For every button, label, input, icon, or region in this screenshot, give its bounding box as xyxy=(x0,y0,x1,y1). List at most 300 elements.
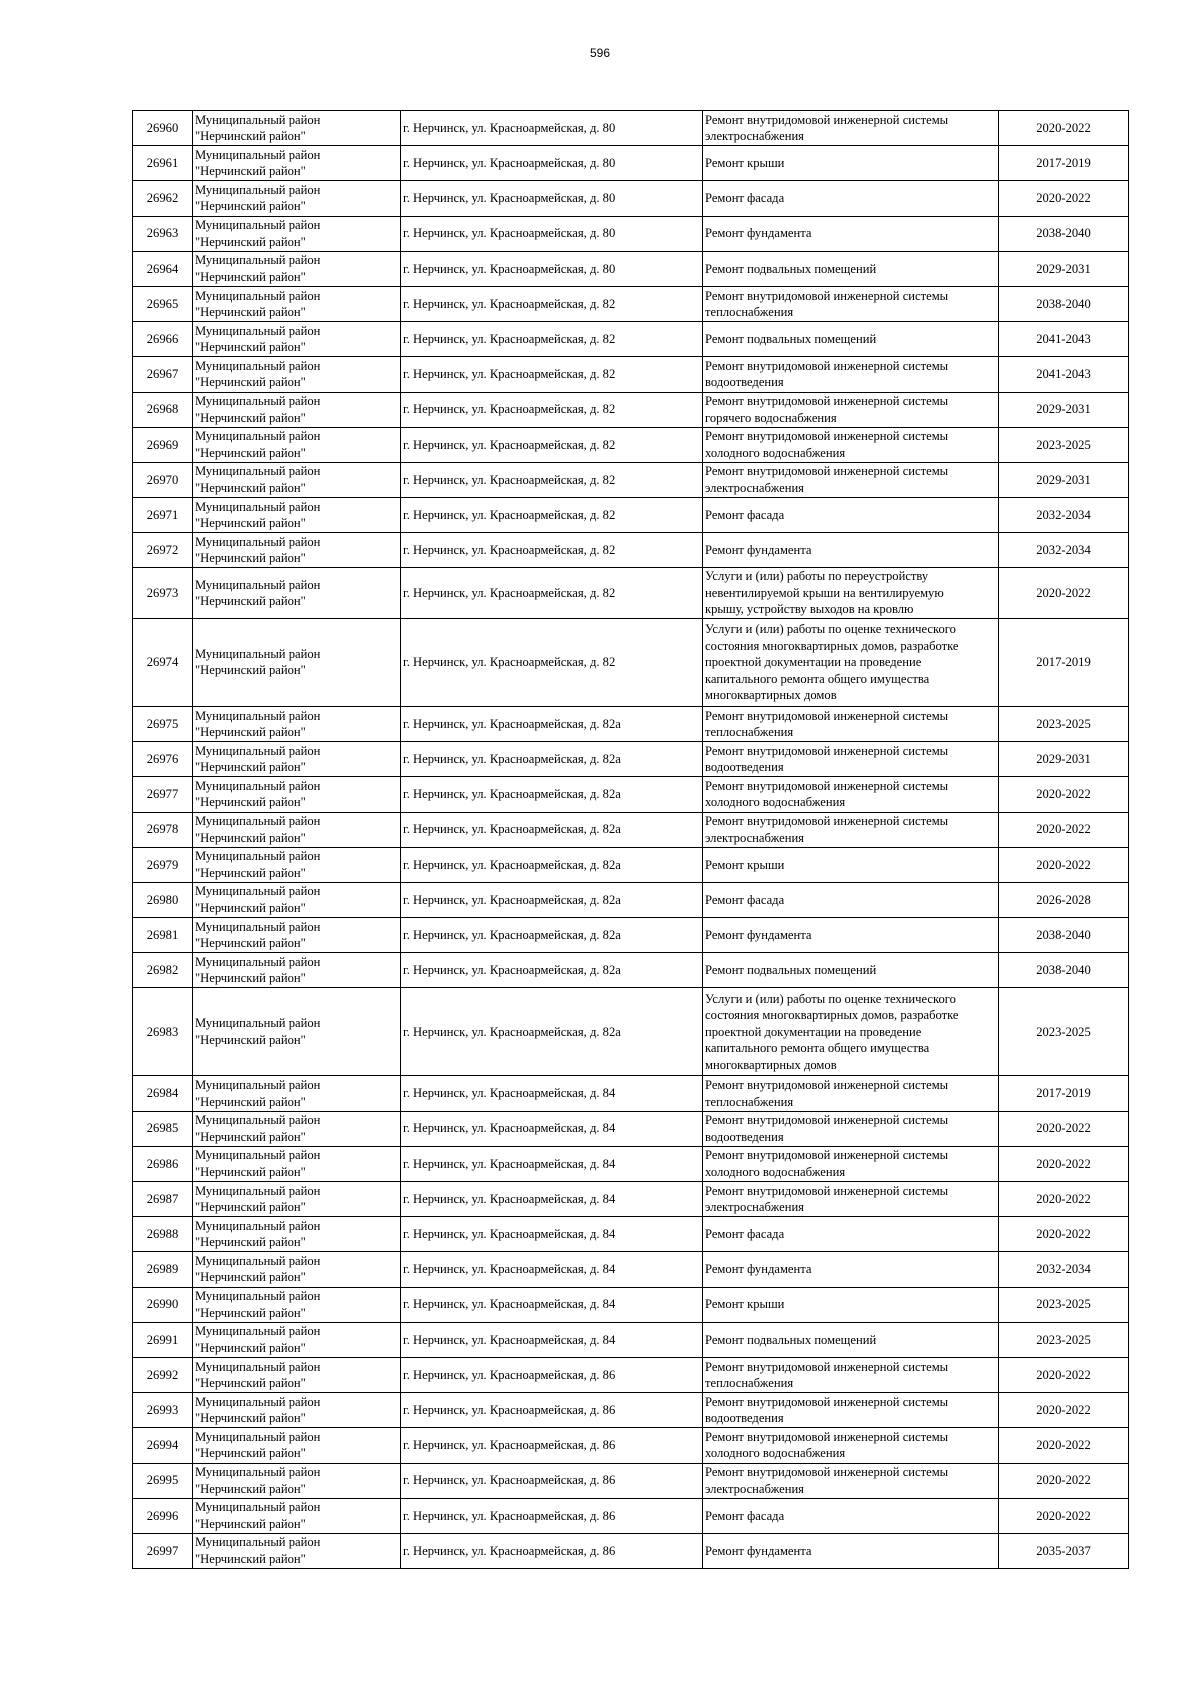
work-type-cell xyxy=(703,111,999,146)
district-cell xyxy=(193,1076,401,1111)
work-type-line: Ремонт внутридомовой инженерной системы xyxy=(705,394,949,409)
work-type-line: теплоснабжения xyxy=(705,725,794,740)
row-number-cell: 26982 xyxy=(133,953,193,988)
work-type-line: невентилируемой крыши на вентилируемую xyxy=(705,585,944,600)
work-type-cell xyxy=(703,1428,999,1463)
period-cell: 2020-2022 xyxy=(999,1357,1129,1392)
district-line: Муниципальный район xyxy=(195,429,321,444)
district-line: "Нерчинский район" xyxy=(195,1516,306,1531)
work-type-line: теплоснабжения xyxy=(705,305,794,320)
district-line: "Нерчинский район" xyxy=(195,663,306,678)
district-line: "Нерчинский район" xyxy=(195,551,306,566)
work-type-line: Ремонт внутридомовой инженерной системы xyxy=(705,112,949,127)
row-number-cell: 26960 xyxy=(133,111,193,146)
table-row xyxy=(133,568,1129,619)
table-body xyxy=(133,111,1129,1569)
district-cell xyxy=(193,1393,401,1428)
row-number-cell: 26978 xyxy=(133,812,193,847)
work-type-line: водоотведения xyxy=(705,760,784,775)
address-cell: г. Нерчинск, ул. Красноармейская, д. 86 xyxy=(401,1533,703,1568)
district-line: "Нерчинский район" xyxy=(195,1446,306,1461)
district-line: Муниципальный район xyxy=(195,1253,321,1268)
table-row xyxy=(133,847,1129,882)
period-cell: 2023-2025 xyxy=(999,427,1129,462)
district-line: Муниципальный район xyxy=(195,182,321,197)
row-number-cell: 26980 xyxy=(133,882,193,917)
address-cell: г. Нерчинск, ул. Красноармейская, д. 82а xyxy=(401,742,703,777)
address-cell: г. Нерчинск, ул. Красноармейская, д. 86 xyxy=(401,1463,703,1498)
period-cell: 2020-2022 xyxy=(999,111,1129,146)
district-cell xyxy=(193,1111,401,1146)
period-cell: 2032-2034 xyxy=(999,1252,1129,1287)
address-cell: г. Нерчинск, ул. Красноармейская, д. 84 xyxy=(401,1322,703,1357)
address-cell: г. Нерчинск, ул. Красноармейская, д. 84 xyxy=(401,1182,703,1217)
page-number: 596 xyxy=(589,46,611,60)
table-row xyxy=(133,1463,1129,1498)
row-number-cell: 26962 xyxy=(133,181,193,216)
period-cell: 2041-2043 xyxy=(999,357,1129,392)
table-row xyxy=(133,812,1129,847)
table-row xyxy=(133,1498,1129,1533)
district-line: Муниципальный район xyxy=(195,358,321,373)
work-type-cell xyxy=(703,533,999,568)
work-type-line: водоотведения xyxy=(705,1411,784,1426)
work-type-line: Услуги и (или) работы по переустройству xyxy=(705,569,929,584)
district-line: Муниципальный район xyxy=(195,112,321,127)
district-line: Муниципальный район xyxy=(195,1016,321,1031)
address-cell: г. Нерчинск, ул. Красноармейская, д. 80 xyxy=(401,146,703,181)
work-type-line: Услуги и (или) работы по оценке технического xyxy=(705,622,956,637)
work-type-line: электроснабжения xyxy=(705,480,804,495)
district-line: Муниципальный район xyxy=(195,147,321,162)
address-cell: г. Нерчинск, ул. Красноармейская, д. 82 xyxy=(401,498,703,533)
row-number-cell: 26984 xyxy=(133,1076,193,1111)
work-type-line: Ремонт внутридомовой инженерной системы xyxy=(705,358,949,373)
work-type-line: Ремонт фундамента xyxy=(705,927,812,942)
work-type-cell xyxy=(703,1498,999,1533)
work-type-cell xyxy=(703,1322,999,1357)
district-line: Муниципальный район xyxy=(195,1500,321,1515)
work-type-line: капитального ремонта общего имущества xyxy=(705,671,930,686)
district-line: "Нерчинский район" xyxy=(195,1032,306,1047)
district-cell xyxy=(193,847,401,882)
period-cell: 2020-2022 xyxy=(999,1146,1129,1181)
work-type-line: Услуги и (или) работы по оценке технического xyxy=(705,991,956,1006)
work-type-line: Ремонт внутридомовой инженерной системы xyxy=(705,1394,949,1409)
district-line: "Нерчинский район" xyxy=(195,1551,306,1566)
period-cell: 2035-2037 xyxy=(999,1533,1129,1568)
table-row xyxy=(133,427,1129,462)
district-line: "Нерчинский район" xyxy=(195,865,306,880)
district-line: "Нерчинский район" xyxy=(195,480,306,495)
address-cell: г. Нерчинск, ул. Красноармейская, д. 82 xyxy=(401,568,703,619)
table-row xyxy=(133,462,1129,497)
district-line: "Нерчинский район" xyxy=(195,1129,306,1144)
address-cell: г. Нерчинск, ул. Красноармейская, д. 82 xyxy=(401,462,703,497)
district-cell xyxy=(193,988,401,1076)
district-line: Муниципальный район xyxy=(195,1148,321,1163)
address-cell: г. Нерчинск, ул. Красноармейская, д. 80 xyxy=(401,251,703,286)
row-number-cell: 26986 xyxy=(133,1146,193,1181)
district-cell xyxy=(193,181,401,216)
period-cell: 2020-2022 xyxy=(999,777,1129,812)
table-row xyxy=(133,1182,1129,1217)
district-cell xyxy=(193,216,401,251)
district-line: Муниципальный район xyxy=(195,646,321,661)
address-cell: г. Нерчинск, ул. Красноармейская, д. 80 xyxy=(401,216,703,251)
address-cell: г. Нерчинск, ул. Красноармейская, д. 82а xyxy=(401,777,703,812)
table-row xyxy=(133,882,1129,917)
row-number-cell: 26989 xyxy=(133,1252,193,1287)
district-cell xyxy=(193,1357,401,1392)
district-line: "Нерчинский район" xyxy=(195,199,306,214)
address-cell: г. Нерчинск, ул. Красноармейская, д. 84 xyxy=(401,1217,703,1252)
work-type-cell xyxy=(703,462,999,497)
district-line: "Нерчинский район" xyxy=(195,1235,306,1250)
row-number-cell: 26972 xyxy=(133,533,193,568)
period-cell: 2020-2022 xyxy=(999,1111,1129,1146)
period-cell: 2020-2022 xyxy=(999,181,1129,216)
work-type-line: Ремонт внутридомовой инженерной системы xyxy=(705,1148,949,1163)
table-row xyxy=(133,1393,1129,1428)
table-row xyxy=(133,1287,1129,1322)
work-type-line: состояния многоквартирных домов, разработке xyxy=(705,638,959,653)
district-line: Муниципальный район xyxy=(195,1113,321,1128)
table-row xyxy=(133,286,1129,321)
district-line: Муниципальный район xyxy=(195,288,321,303)
table-row xyxy=(133,1111,1129,1146)
district-line: "Нерчинский район" xyxy=(195,445,306,460)
work-type-cell xyxy=(703,1287,999,1322)
address-cell: г. Нерчинск, ул. Красноармейская, д. 80 xyxy=(401,181,703,216)
work-type-cell xyxy=(703,953,999,988)
district-line: "Нерчинский район" xyxy=(195,1305,306,1320)
work-type-line: Ремонт фасада xyxy=(705,1508,785,1523)
work-type-line: Ремонт внутридомовой инженерной системы xyxy=(705,429,949,444)
district-cell xyxy=(193,918,401,953)
district-cell xyxy=(193,392,401,427)
work-type-cell xyxy=(703,568,999,619)
period-cell: 2020-2022 xyxy=(999,1498,1129,1533)
work-type-line: Ремонт фундамента xyxy=(705,226,812,241)
work-type-line: Ремонт внутридомовой инженерной системы xyxy=(705,1359,949,1374)
table-row xyxy=(133,357,1129,392)
work-type-cell xyxy=(703,988,999,1076)
district-line: Муниципальный район xyxy=(195,1324,321,1339)
work-type-cell xyxy=(703,1111,999,1146)
district-line: Муниципальный район xyxy=(195,577,321,592)
district-line: "Нерчинский район" xyxy=(195,1094,306,1109)
district-cell xyxy=(193,427,401,462)
period-cell: 2038-2040 xyxy=(999,918,1129,953)
work-type-line: проектной документации на проведение xyxy=(705,655,922,670)
address-cell: г. Нерчинск, ул. Красноармейская, д. 82а xyxy=(401,882,703,917)
district-cell xyxy=(193,498,401,533)
district-line: Муниципальный район xyxy=(195,708,321,723)
table-row xyxy=(133,1533,1129,1568)
work-type-line: Ремонт внутридомовой инженерной системы xyxy=(705,464,949,479)
table-row xyxy=(133,1076,1129,1111)
table-row xyxy=(133,533,1129,568)
address-cell: г. Нерчинск, ул. Красноармейская, д. 82а xyxy=(401,812,703,847)
district-line: "Нерчинский район" xyxy=(195,1164,306,1179)
table-row xyxy=(133,322,1129,357)
district-line: "Нерчинский район" xyxy=(195,269,306,284)
work-type-cell xyxy=(703,286,999,321)
work-type-cell xyxy=(703,427,999,462)
work-type-line: Ремонт фундамента xyxy=(705,1543,812,1558)
table-row xyxy=(133,1217,1129,1252)
district-cell xyxy=(193,357,401,392)
district-line: Муниципальный район xyxy=(195,954,321,969)
work-type-line: многоквартирных домов xyxy=(705,1057,837,1072)
work-type-line: состояния многоквартирных домов, разработке xyxy=(705,1008,959,1023)
work-type-line: многоквартирных домов xyxy=(705,688,837,703)
period-cell: 2020-2022 xyxy=(999,1393,1129,1428)
district-cell xyxy=(193,1287,401,1322)
work-type-line: Ремонт внутридомовой инженерной системы xyxy=(705,778,949,793)
row-number-cell: 26967 xyxy=(133,357,193,392)
work-type-cell xyxy=(703,812,999,847)
work-type-line: горячего водоснабжения xyxy=(705,410,837,425)
district-line: "Нерчинский район" xyxy=(195,1376,306,1391)
district-cell xyxy=(193,882,401,917)
table-row xyxy=(133,918,1129,953)
period-cell: 2029-2031 xyxy=(999,742,1129,777)
district-line: Муниципальный район xyxy=(195,1535,321,1550)
district-cell xyxy=(193,1182,401,1217)
district-cell xyxy=(193,111,401,146)
district-cell xyxy=(193,812,401,847)
row-number-cell: 26969 xyxy=(133,427,193,462)
table-row xyxy=(133,706,1129,741)
table-row xyxy=(133,251,1129,286)
table-row xyxy=(133,742,1129,777)
period-cell: 2020-2022 xyxy=(999,1182,1129,1217)
period-cell: 2038-2040 xyxy=(999,286,1129,321)
work-type-cell xyxy=(703,1217,999,1252)
row-number-cell: 26964 xyxy=(133,251,193,286)
work-type-line: Ремонт внутридомовой инженерной системы xyxy=(705,288,949,303)
row-number-cell: 26993 xyxy=(133,1393,193,1428)
work-type-line: капитального ремонта общего имущества xyxy=(705,1041,930,1056)
work-type-cell xyxy=(703,918,999,953)
district-cell xyxy=(193,618,401,706)
period-cell: 2020-2022 xyxy=(999,1463,1129,1498)
work-type-cell xyxy=(703,181,999,216)
work-type-line: Ремонт фасада xyxy=(705,892,785,907)
district-line: "Нерчинский район" xyxy=(195,340,306,355)
address-cell: г. Нерчинск, ул. Красноармейская, д. 86 xyxy=(401,1357,703,1392)
row-number-cell: 26961 xyxy=(133,146,193,181)
work-type-line: водоотведения xyxy=(705,375,784,390)
district-line: "Нерчинский район" xyxy=(195,936,306,951)
district-line: Муниципальный район xyxy=(195,218,321,233)
district-line: Муниципальный район xyxy=(195,499,321,514)
row-number-cell: 26968 xyxy=(133,392,193,427)
district-line: Муниципальный район xyxy=(195,778,321,793)
period-cell: 2020-2022 xyxy=(999,847,1129,882)
district-line: "Нерчинский район" xyxy=(195,1481,306,1496)
district-line: "Нерчинский район" xyxy=(195,129,306,144)
district-line: Муниципальный район xyxy=(195,1289,321,1304)
district-line: "Нерчинский район" xyxy=(195,1270,306,1285)
district-line: "Нерчинский район" xyxy=(195,594,306,609)
work-type-cell xyxy=(703,392,999,427)
table-row xyxy=(133,216,1129,251)
address-cell: г. Нерчинск, ул. Красноармейская, д. 82а xyxy=(401,953,703,988)
work-type-line: электроснабжения xyxy=(705,1200,804,1215)
work-type-cell xyxy=(703,1146,999,1181)
district-line: Муниципальный район xyxy=(195,1394,321,1409)
district-line: Муниципальный район xyxy=(195,1429,321,1444)
district-line: Муниципальный район xyxy=(195,394,321,409)
row-number-cell: 26983 xyxy=(133,988,193,1076)
district-cell xyxy=(193,1533,401,1568)
period-cell: 2032-2034 xyxy=(999,533,1129,568)
work-type-line: теплоснабжения xyxy=(705,1376,794,1391)
row-number-cell: 26994 xyxy=(133,1428,193,1463)
work-type-cell xyxy=(703,1076,999,1111)
district-line: Муниципальный район xyxy=(195,464,321,479)
table-row xyxy=(133,1252,1129,1287)
district-cell xyxy=(193,286,401,321)
period-cell: 2032-2034 xyxy=(999,498,1129,533)
district-line: "Нерчинский район" xyxy=(195,516,306,531)
district-line: Муниципальный район xyxy=(195,1183,321,1198)
district-line: "Нерчинский район" xyxy=(195,1411,306,1426)
work-type-line: холодного водоснабжения xyxy=(705,1446,846,1461)
work-type-line: Ремонт фасада xyxy=(705,507,785,522)
district-cell xyxy=(193,568,401,619)
row-number-cell: 26976 xyxy=(133,742,193,777)
row-number-cell: 26990 xyxy=(133,1287,193,1322)
period-cell: 2023-2025 xyxy=(999,988,1129,1076)
work-type-cell xyxy=(703,251,999,286)
address-cell: г. Нерчинск, ул. Красноармейская, д. 84 xyxy=(401,1252,703,1287)
district-line: Муниципальный район xyxy=(195,323,321,338)
work-type-cell xyxy=(703,498,999,533)
table-row xyxy=(133,498,1129,533)
work-type-line: электроснабжения xyxy=(705,830,804,845)
row-number-cell: 26970 xyxy=(133,462,193,497)
period-cell: 2017-2019 xyxy=(999,1076,1129,1111)
work-type-line: Ремонт внутридомовой инженерной системы xyxy=(705,814,949,829)
district-line: "Нерчинский район" xyxy=(195,234,306,249)
address-cell: г. Нерчинск, ул. Красноармейская, д. 82 xyxy=(401,392,703,427)
row-number-cell: 26965 xyxy=(133,286,193,321)
district-line: "Нерчинский район" xyxy=(195,410,306,425)
work-type-cell xyxy=(703,216,999,251)
period-cell: 2020-2022 xyxy=(999,812,1129,847)
work-type-line: электроснабжения xyxy=(705,1481,804,1496)
district-line: Муниципальный район xyxy=(195,884,321,899)
work-type-line: Ремонт подвальных помещений xyxy=(705,331,877,346)
work-type-line: водоотведения xyxy=(705,1129,784,1144)
address-cell: г. Нерчинск, ул. Красноармейская, д. 82а xyxy=(401,918,703,953)
work-type-cell xyxy=(703,1182,999,1217)
work-type-cell xyxy=(703,1252,999,1287)
table-row xyxy=(133,111,1129,146)
address-cell: г. Нерчинск, ул. Красноармейская, д. 84 xyxy=(401,1146,703,1181)
district-cell xyxy=(193,1428,401,1463)
address-cell: г. Нерчинск, ул. Красноармейская, д. 86 xyxy=(401,1428,703,1463)
table-row xyxy=(133,181,1129,216)
row-number-cell: 26985 xyxy=(133,1111,193,1146)
period-cell: 2017-2019 xyxy=(999,146,1129,181)
row-number-cell: 26973 xyxy=(133,568,193,619)
district-line: "Нерчинский район" xyxy=(195,375,306,390)
row-number-cell: 26991 xyxy=(133,1322,193,1357)
work-type-cell xyxy=(703,742,999,777)
address-cell: г. Нерчинск, ул. Красноармейская, д. 82 xyxy=(401,322,703,357)
table-row xyxy=(133,146,1129,181)
work-type-line: Ремонт внутридомовой инженерной системы xyxy=(705,743,949,758)
district-line: "Нерчинский район" xyxy=(195,1200,306,1215)
district-cell xyxy=(193,953,401,988)
work-type-cell xyxy=(703,1357,999,1392)
row-number-cell: 26971 xyxy=(133,498,193,533)
work-type-line: Ремонт внутридомовой инженерной системы xyxy=(705,1183,949,1198)
address-cell: г. Нерчинск, ул. Красноармейская, д. 82 xyxy=(401,533,703,568)
work-type-cell xyxy=(703,1393,999,1428)
table-row xyxy=(133,953,1129,988)
district-line: "Нерчинский район" xyxy=(195,1340,306,1355)
table-row xyxy=(133,1428,1129,1463)
period-cell: 2029-2031 xyxy=(999,462,1129,497)
district-cell xyxy=(193,462,401,497)
work-type-line: Ремонт внутридомовой инженерной системы xyxy=(705,1078,949,1093)
address-cell: г. Нерчинск, ул. Красноармейская, д. 82 xyxy=(401,286,703,321)
district-cell xyxy=(193,1252,401,1287)
work-type-line: холодного водоснабжения xyxy=(705,795,846,810)
work-type-cell xyxy=(703,322,999,357)
period-cell: 2029-2031 xyxy=(999,392,1129,427)
address-cell: г. Нерчинск, ул. Красноармейская, д. 80 xyxy=(401,111,703,146)
district-cell xyxy=(193,742,401,777)
row-number-cell: 26975 xyxy=(133,706,193,741)
address-cell: г. Нерчинск, ул. Красноармейская, д. 84 xyxy=(401,1111,703,1146)
row-number-cell: 26963 xyxy=(133,216,193,251)
table-row xyxy=(133,1357,1129,1392)
work-type-line: Ремонт внутридомовой инженерной системы xyxy=(705,1429,949,1444)
table-row xyxy=(133,618,1129,706)
work-type-line: крышу, устройству выходов на кровлю xyxy=(705,602,914,617)
work-type-cell xyxy=(703,777,999,812)
district-line: Муниципальный район xyxy=(195,253,321,268)
district-line: "Нерчинский район" xyxy=(195,760,306,775)
work-type-cell xyxy=(703,1463,999,1498)
address-cell: г. Нерчинск, ул. Красноармейская, д. 82а xyxy=(401,988,703,1076)
address-cell: г. Нерчинск, ул. Красноармейская, д. 86 xyxy=(401,1393,703,1428)
period-cell: 2026-2028 xyxy=(999,882,1129,917)
district-cell xyxy=(193,533,401,568)
row-number-cell: 26974 xyxy=(133,618,193,706)
district-cell xyxy=(193,1498,401,1533)
district-line: Муниципальный район xyxy=(195,1218,321,1233)
district-line: "Нерчинский район" xyxy=(195,725,306,740)
district-cell xyxy=(193,706,401,741)
work-type-line: Ремонт фасада xyxy=(705,191,785,206)
district-cell xyxy=(193,1217,401,1252)
table-row xyxy=(133,1322,1129,1357)
district-line: "Нерчинский район" xyxy=(195,830,306,845)
row-number-cell: 26981 xyxy=(133,918,193,953)
district-cell xyxy=(193,1463,401,1498)
work-type-line: Ремонт внутридомовой инженерной системы xyxy=(705,708,949,723)
district-line: Муниципальный район xyxy=(195,534,321,549)
work-type-cell xyxy=(703,882,999,917)
